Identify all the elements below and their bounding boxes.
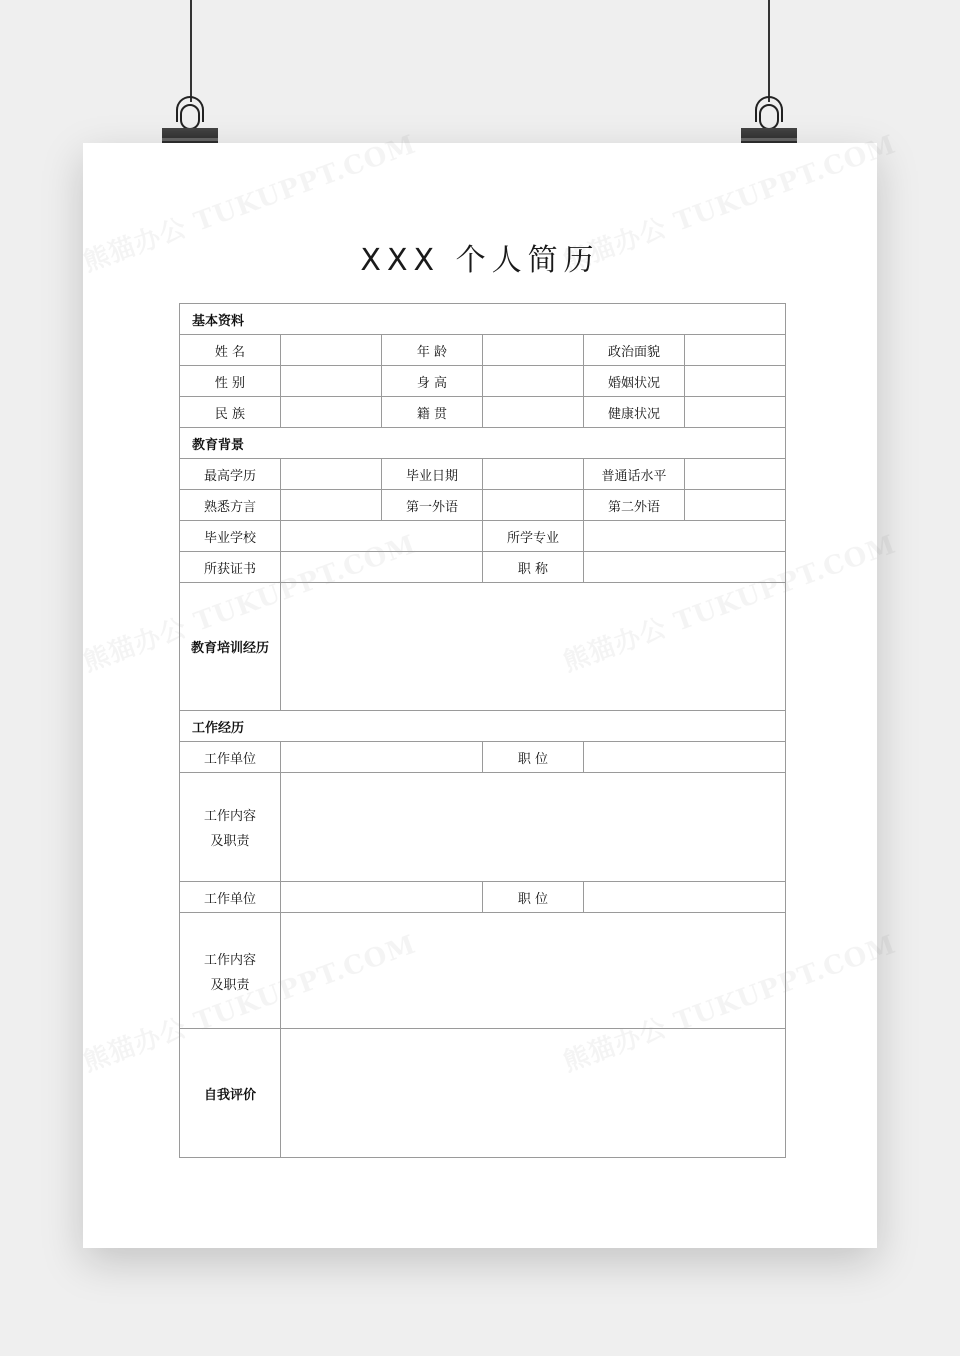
label-duties-2-line1: 工作内容 — [203, 952, 256, 968]
value-gender[interactable] — [281, 366, 382, 397]
value-training-history[interactable] — [281, 583, 786, 711]
label-marital-status: 婚姻状况 — [584, 366, 685, 397]
value-mandarin-level[interactable] — [685, 459, 786, 490]
section-education: 教育背景 — [180, 428, 786, 459]
value-duties-1[interactable] — [281, 773, 786, 882]
value-duties-2[interactable] — [281, 913, 786, 1029]
value-graduation-date[interactable] — [483, 459, 584, 490]
hanging-wire-right — [768, 0, 770, 102]
label-training-history: 教育培训经历 — [180, 583, 281, 711]
label-certificates: 所获证书 — [180, 552, 281, 583]
value-major[interactable] — [584, 521, 786, 552]
resume-paper — [83, 143, 877, 1248]
label-mandarin-level: 普通话水平 — [584, 459, 685, 490]
label-job-title: 职 称 — [483, 552, 584, 583]
value-employer-2[interactable] — [281, 882, 483, 913]
label-age: 年 龄 — [382, 335, 483, 366]
label-duties-1-line1: 工作内容 — [203, 809, 256, 824]
label-dialect: 熟悉方言 — [180, 490, 281, 521]
page-title: XXX 个人简历 — [360, 243, 600, 278]
label-ethnicity: 民 族 — [180, 397, 281, 428]
value-position-1[interactable] — [584, 742, 786, 773]
value-political-status[interactable] — [685, 335, 786, 366]
label-graduation-date: 毕业日期 — [382, 459, 483, 490]
label-second-language: 第二外语 — [584, 490, 685, 521]
resume-table — [179, 303, 786, 1158]
label-duties-2 — [180, 913, 281, 1029]
value-certificates[interactable] — [281, 552, 483, 583]
value-native-place[interactable] — [483, 397, 584, 428]
label-height: 身 高 — [382, 366, 483, 397]
section-work: 工作经历 — [180, 711, 786, 742]
label-self-evaluation: 自我评价 — [180, 1029, 281, 1158]
value-school[interactable] — [281, 521, 483, 552]
label-employer-2: 工作单位 — [180, 882, 281, 913]
value-first-language[interactable] — [483, 490, 584, 521]
value-employer-1[interactable] — [281, 742, 483, 773]
value-age[interactable] — [483, 335, 584, 366]
label-gender: 性 别 — [180, 366, 281, 397]
label-first-language: 第一外语 — [382, 490, 483, 521]
value-height[interactable] — [483, 366, 584, 397]
value-job-title[interactable] — [584, 552, 786, 583]
label-native-place: 籍 贯 — [382, 397, 483, 428]
label-health: 健康状况 — [584, 397, 685, 428]
label-duties-2-line2: 及职责 — [210, 977, 250, 993]
label-duties-1-line2: 及职责 — [210, 834, 250, 849]
value-highest-degree[interactable] — [281, 459, 382, 490]
label-position-1: 职 位 — [483, 742, 584, 773]
label-major: 所学专业 — [483, 521, 584, 552]
hanging-wire-left — [190, 0, 192, 102]
label-position-2: 职 位 — [483, 882, 584, 913]
value-ethnicity[interactable] — [281, 397, 382, 428]
label-highest-degree: 最高学历 — [180, 459, 281, 490]
value-second-language[interactable] — [685, 490, 786, 521]
label-employer-1: 工作单位 — [180, 742, 281, 773]
label-political-status: 政治面貌 — [584, 335, 685, 366]
label-school: 毕业学校 — [180, 521, 281, 552]
value-self-evaluation[interactable] — [281, 1029, 786, 1158]
section-basic: 基本资料 — [180, 304, 786, 335]
value-dialect[interactable] — [281, 490, 382, 521]
value-health[interactable] — [685, 397, 786, 428]
value-name[interactable] — [281, 335, 382, 366]
label-duties-1 — [180, 773, 281, 882]
value-position-2[interactable] — [584, 882, 786, 913]
value-marital-status[interactable] — [685, 366, 786, 397]
label-name: 姓 名 — [180, 335, 281, 366]
